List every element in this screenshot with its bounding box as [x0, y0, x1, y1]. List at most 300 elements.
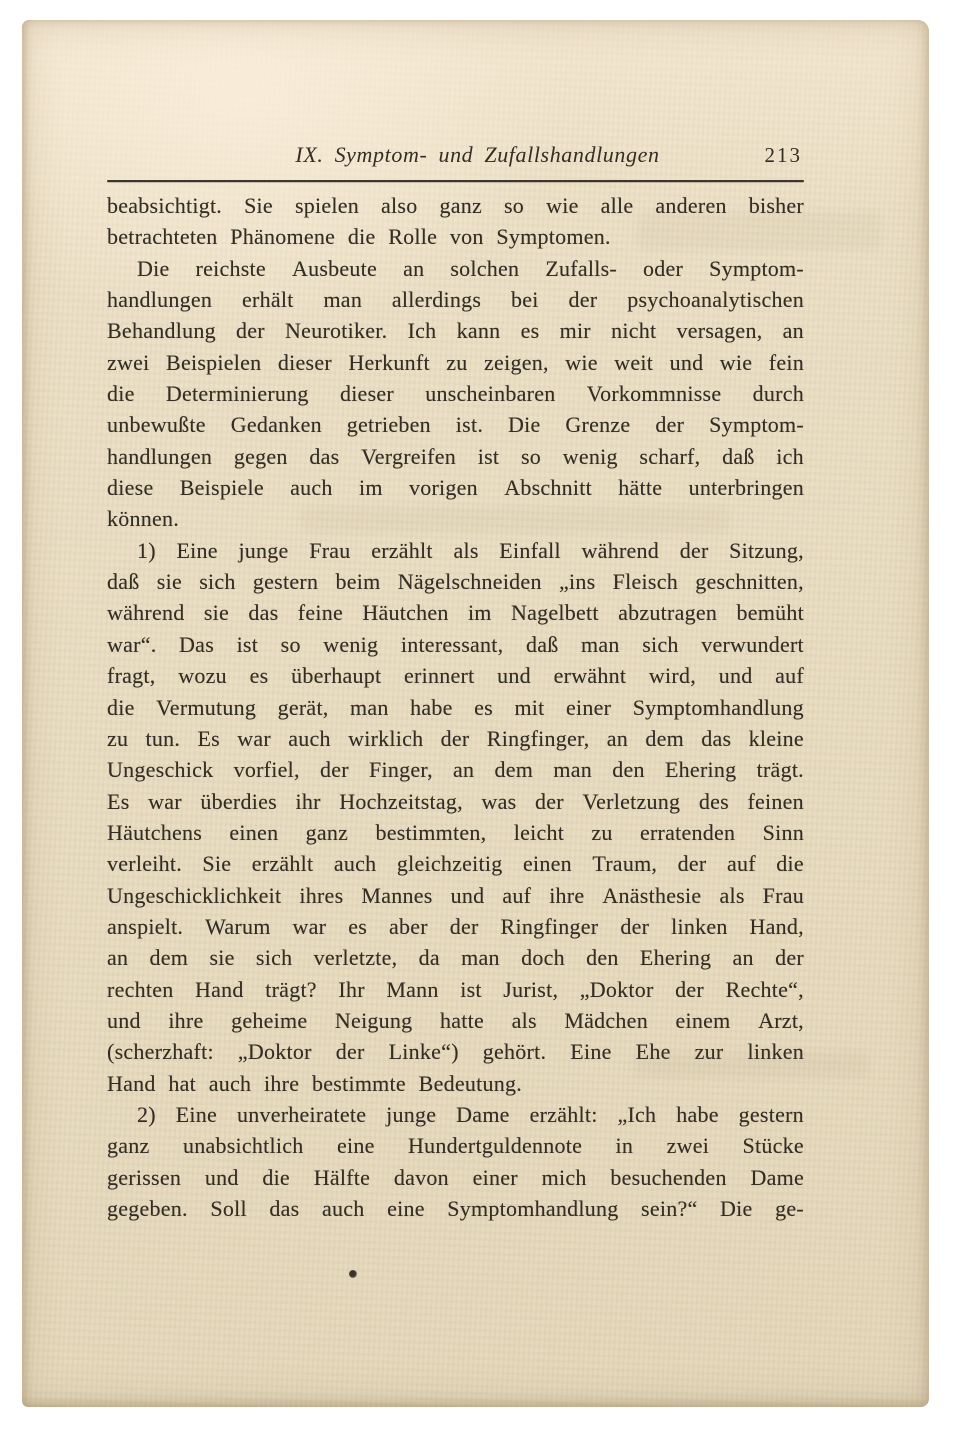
word: der: [775, 945, 804, 971]
word: feinen: [747, 788, 804, 814]
word: Stücke: [742, 1133, 804, 1159]
text-line: [107, 535, 804, 566]
word: in: [615, 1133, 634, 1159]
word: man: [461, 945, 500, 971]
word: anspielt.: [107, 913, 184, 939]
word: Sinn: [762, 819, 804, 845]
word: und: [107, 1007, 141, 1033]
word: des: [698, 788, 729, 814]
word: (scherzhaft:: [107, 1039, 214, 1065]
page-number: 213: [764, 143, 802, 167]
word: Hälfte: [313, 1164, 371, 1190]
text-line: [107, 848, 804, 879]
bleedthrough-smudge: [300, 507, 730, 533]
word: Einfall: [499, 537, 561, 563]
word: gerät,: [277, 694, 329, 720]
word: überhaupt: [291, 663, 382, 689]
word: tun.: [145, 725, 181, 751]
word: Mädchen: [564, 1007, 648, 1033]
word: solchen: [450, 255, 520, 281]
word: Symptomhandlung: [632, 694, 804, 720]
word: oder: [642, 255, 684, 281]
word: dem: [645, 725, 684, 751]
book-page: [22, 20, 929, 1407]
word: unterbringen: [688, 475, 804, 501]
word: junge: [238, 537, 289, 563]
word: wie: [719, 349, 753, 375]
word: erzählt:: [529, 1101, 598, 1127]
word: wirklich: [348, 725, 424, 751]
text-line: [107, 1193, 804, 1224]
word: reichste: [195, 255, 266, 281]
word: Hundertguldennote: [408, 1133, 583, 1159]
text-line: [107, 441, 804, 472]
word: daß: [107, 569, 140, 595]
word: Nägelschneiden: [397, 569, 542, 595]
word: einen: [229, 819, 279, 845]
word: ich: [776, 443, 804, 469]
word: fein: [768, 349, 804, 375]
word: unabsichtlich: [182, 1133, 304, 1159]
word: das: [701, 725, 732, 751]
word: verletzte,: [313, 945, 398, 971]
word: zwei: [107, 349, 150, 375]
word: der: [449, 913, 479, 939]
text-line: Hand hat auch ihre bestimmte Bedeutung.: [107, 1070, 522, 1096]
word: einem: [675, 1007, 731, 1033]
word: „ins: [558, 569, 596, 595]
word: da: [418, 945, 440, 971]
word: und: [669, 349, 704, 375]
word: Die: [508, 412, 541, 438]
word: der: [620, 913, 650, 939]
word: Symptomhandlung: [447, 1196, 619, 1221]
word: der: [568, 287, 598, 313]
word: die: [262, 1164, 290, 1190]
word: Linke“): [388, 1039, 459, 1065]
text-line: [107, 660, 804, 691]
text-line: [107, 347, 804, 378]
text-line: [107, 1099, 804, 1130]
word: sie: [156, 569, 182, 595]
word: ist: [460, 976, 482, 1002]
word: geheime: [231, 1007, 308, 1033]
word: bestimmten,: [375, 819, 487, 845]
word: Gedanken: [230, 412, 322, 438]
word: der: [677, 851, 707, 877]
word: es: [348, 913, 368, 939]
word: also: [381, 193, 418, 218]
text-line: betrachteten Phänomene die Rolle von Symptomen.: [107, 224, 611, 250]
word: die: [776, 851, 804, 877]
word: Ehering: [639, 945, 712, 971]
word: linken: [671, 913, 728, 939]
word: bei: [511, 287, 539, 313]
word: sein?“: [641, 1196, 698, 1221]
word: überdies: [200, 788, 277, 814]
text-line: [107, 786, 804, 817]
word: was: [481, 788, 517, 814]
word: erhält: [242, 287, 294, 313]
word: Symptom-: [709, 255, 804, 281]
word: Frau: [762, 882, 804, 908]
word: Mann: [386, 976, 439, 1002]
word: erwähnt: [553, 663, 627, 689]
word: im: [358, 475, 383, 501]
word: sie: [209, 945, 235, 971]
word: erzählt: [251, 851, 314, 877]
text-line: [107, 315, 804, 346]
word: gestern: [252, 569, 319, 595]
word: zu: [446, 349, 468, 375]
word: eine: [336, 1133, 375, 1159]
word: Nagelbett: [511, 600, 599, 626]
word: Dame: [456, 1101, 510, 1127]
word: man: [323, 287, 363, 313]
word: Neurotiker.: [285, 318, 388, 344]
word: der: [655, 412, 685, 438]
word: als: [453, 537, 479, 563]
word: auch: [321, 1196, 365, 1221]
word: Ehe: [635, 1039, 671, 1065]
word: auch: [333, 851, 377, 877]
word: eine: [387, 1196, 425, 1221]
bleedthrough-smudge: [634, 1052, 869, 1078]
word: anderen: [655, 193, 727, 218]
bleedthrough-smudge: [637, 212, 882, 250]
text-line: können.: [107, 506, 180, 532]
word: der: [440, 725, 470, 751]
word: durch: [752, 381, 804, 407]
word: gestern: [738, 1101, 804, 1127]
word: Finger,: [369, 757, 433, 783]
word: sich: [199, 569, 236, 595]
word: psychoanalytischen: [627, 287, 804, 313]
word: Herkunft: [348, 349, 430, 375]
word: Behandlung: [107, 318, 216, 344]
word: erzählt: [371, 537, 433, 563]
word: geschnitten,: [695, 569, 804, 595]
word: dieser: [277, 349, 332, 375]
word: Das: [179, 631, 215, 657]
word: einer: [472, 1164, 518, 1190]
word: davon: [393, 1164, 449, 1190]
text-line: [107, 817, 804, 848]
word: auf: [502, 882, 532, 908]
word: Beispiele: [179, 475, 264, 501]
text-line: [107, 1005, 804, 1036]
word: den: [612, 757, 645, 783]
word: Warum: [205, 913, 271, 939]
word: ist: [477, 443, 500, 469]
word: Neigung: [334, 1007, 413, 1033]
word: auf: [775, 663, 804, 689]
word: junge: [386, 1101, 437, 1127]
text-line: [107, 378, 804, 409]
word: zur: [694, 1039, 724, 1065]
word: „Doktor: [579, 976, 654, 1002]
word: Anästhesie: [602, 882, 702, 908]
word: 2): [137, 1101, 156, 1127]
word: zeigen,: [484, 349, 549, 375]
word: so: [520, 443, 541, 469]
text-line: [107, 409, 804, 440]
word: die: [107, 694, 135, 720]
word: während: [581, 537, 660, 563]
word: Frau: [309, 537, 351, 563]
word: gegen: [233, 443, 288, 469]
word: einer: [566, 694, 612, 720]
word: Vorkommnisse: [586, 381, 722, 407]
word: Traum,: [592, 851, 658, 877]
word: habe: [676, 1101, 719, 1127]
word: Ungeschick: [107, 757, 214, 783]
word: Eine: [570, 1039, 612, 1065]
word: Abschnitt: [504, 475, 593, 501]
word: zwei: [666, 1133, 710, 1159]
word: Grenze: [565, 412, 631, 438]
word: Eine: [176, 537, 218, 563]
word: „Ich: [617, 1101, 657, 1127]
word: es: [520, 318, 540, 344]
word: interessant,: [400, 631, 504, 657]
word: abzutragen: [618, 600, 718, 626]
word: das: [309, 443, 340, 469]
word: ihre: [168, 1007, 204, 1033]
word: der: [535, 788, 564, 814]
word: „Doktor: [237, 1039, 312, 1065]
word: wie: [565, 349, 598, 375]
word: das: [248, 600, 279, 626]
word: Es: [107, 788, 130, 814]
word: und: [450, 882, 485, 908]
text-line: [107, 1130, 804, 1161]
word: Die: [720, 1196, 753, 1221]
word: Ringfinger,: [486, 725, 590, 751]
word: kann: [456, 318, 501, 344]
word: sie: [203, 600, 230, 626]
word: der: [319, 757, 349, 783]
word: man: [350, 694, 389, 720]
text-line: [107, 911, 804, 942]
word: im: [467, 600, 492, 626]
word: alle: [600, 193, 634, 218]
word: dem: [494, 757, 534, 783]
word: Ringfinger: [500, 913, 599, 939]
word: vorigen: [408, 475, 478, 501]
word: mich: [541, 1164, 587, 1190]
word: und: [718, 663, 753, 689]
word: rechten: [107, 976, 174, 1002]
page-header: [107, 142, 804, 176]
word: Sitzung,: [729, 537, 804, 563]
word: gegeben.: [107, 1196, 188, 1221]
word: Jurist,: [503, 976, 559, 1002]
word: Sie: [244, 193, 273, 218]
word: der: [675, 976, 705, 1002]
word: unscheinbaren: [425, 381, 556, 407]
word: an: [732, 945, 754, 971]
word: doch: [521, 945, 565, 971]
word: dem: [149, 945, 189, 971]
word: wozu: [178, 663, 227, 689]
word: Verletzung: [582, 788, 681, 814]
text-line: [107, 597, 804, 628]
word: wenig: [562, 443, 618, 469]
word: Determinierung: [165, 381, 309, 407]
word: ist.: [455, 412, 484, 438]
word: Ehering: [664, 757, 737, 783]
word: das: [269, 1196, 300, 1221]
word: Soll: [210, 1196, 247, 1221]
word: gerissen: [107, 1164, 182, 1190]
word: handlungen: [107, 443, 213, 469]
word: unbewußte: [107, 412, 206, 438]
word: aber: [388, 913, 428, 939]
word: zu: [107, 725, 129, 751]
word: ge-: [775, 1196, 804, 1221]
word: der: [679, 537, 709, 563]
word: weit: [614, 349, 654, 375]
word: zu: [591, 819, 613, 845]
word: wenig: [323, 631, 379, 657]
word: Ungeschicklichkeit: [107, 882, 282, 908]
word: kleine: [748, 725, 804, 751]
text-line: [107, 472, 804, 503]
word: und: [204, 1164, 239, 1190]
word: der: [236, 318, 265, 344]
word: ihr: [295, 788, 321, 814]
word: war: [292, 913, 327, 939]
word: man: [581, 631, 620, 657]
word: ganz: [305, 819, 349, 845]
word: Es: [197, 725, 220, 751]
word: so: [280, 631, 301, 657]
text-line: [107, 629, 804, 660]
word: Die: [137, 255, 170, 281]
word: so: [504, 193, 525, 218]
word: an: [782, 318, 804, 344]
text-line: [107, 942, 804, 973]
word: ihres: [299, 882, 344, 908]
word: bemüht: [736, 600, 804, 626]
word: daß: [722, 443, 755, 469]
word: als: [511, 1007, 537, 1033]
word: hätte: [618, 475, 663, 501]
word: war: [237, 725, 271, 751]
text-line: [107, 1162, 804, 1193]
word: Vergreifen: [361, 443, 457, 469]
text-line: [107, 284, 804, 315]
word: Dame: [750, 1164, 804, 1190]
word: die: [107, 381, 135, 407]
word: handlungen: [107, 287, 213, 313]
word: unverheiratete: [236, 1101, 367, 1127]
word: dieser: [339, 381, 394, 407]
word: und: [497, 663, 531, 689]
word: Symptom-: [709, 412, 804, 438]
word: Zufalls-: [545, 255, 617, 281]
word: habe: [410, 694, 453, 720]
word: sich: [642, 631, 679, 657]
word: hatte: [440, 1007, 485, 1033]
word: Häutchens: [107, 819, 203, 845]
word: als: [719, 882, 745, 908]
text-line: [107, 253, 804, 284]
word: verleiht.: [107, 851, 182, 877]
word: ganz: [439, 193, 482, 218]
word: scharf,: [639, 443, 701, 469]
word: auch: [288, 725, 331, 751]
word: Häutchen: [362, 600, 449, 626]
word: man: [553, 757, 593, 783]
word: auf: [726, 851, 756, 877]
word: beim: [335, 569, 381, 595]
word: linken: [747, 1039, 804, 1065]
text-line: [107, 723, 804, 754]
word: während: [107, 600, 185, 626]
word: daß: [525, 631, 559, 657]
word: beabsichtigt.: [107, 193, 223, 218]
word: Ausbeute: [291, 255, 378, 281]
header-rule: [107, 180, 804, 182]
word: mir: [559, 318, 591, 344]
ink-speck: [349, 1270, 357, 1278]
text-line: [107, 974, 804, 1005]
word: einen: [522, 851, 572, 877]
word: Hochzeitstag,: [339, 788, 463, 814]
word: verwundert: [701, 631, 804, 657]
word: ganz: [107, 1133, 150, 1159]
word: Fleisch: [612, 569, 678, 595]
text-line: [107, 692, 804, 723]
word: Rechte“,: [725, 976, 804, 1002]
word: der: [335, 1039, 365, 1065]
word: nicht: [611, 318, 657, 344]
word: Sie: [202, 851, 232, 877]
word: an: [606, 725, 629, 751]
word: erratenden: [639, 819, 736, 845]
word: Beispielen: [166, 349, 262, 375]
word: trägt.: [756, 757, 804, 783]
word: den: [586, 945, 619, 971]
word: diese: [107, 475, 154, 501]
word: mit: [514, 694, 545, 720]
word: feine: [297, 600, 343, 626]
word: erinnert: [404, 663, 475, 689]
text-line: [107, 566, 804, 597]
text-line: [107, 880, 804, 911]
word: an: [403, 255, 425, 281]
word: es: [249, 663, 269, 689]
text-line: [107, 754, 804, 785]
word: Ihr: [338, 976, 365, 1002]
word: versagen,: [676, 318, 763, 344]
word: gehört.: [482, 1039, 547, 1065]
word: ihre: [549, 882, 585, 908]
word: wird,: [648, 663, 696, 689]
word: vorfiel,: [233, 757, 300, 783]
word: wie: [546, 193, 579, 218]
word: Mannes: [361, 882, 433, 908]
word: allerdings: [391, 287, 482, 313]
word: sich: [255, 945, 293, 971]
word: gleichzeitig: [396, 851, 503, 877]
word: 1): [137, 537, 156, 563]
word: bisher: [748, 193, 804, 218]
word: Hand,: [749, 913, 804, 939]
word: es: [474, 694, 493, 720]
